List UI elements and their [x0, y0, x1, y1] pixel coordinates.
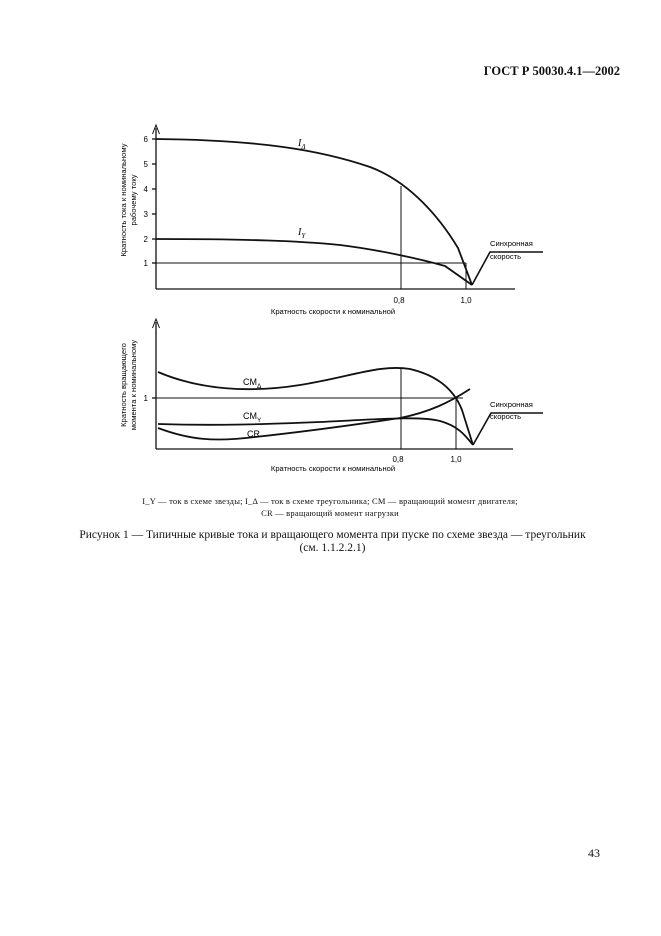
chart2-ylabel: Кратность вращающего [119, 343, 128, 427]
chart2-ylabel-2: момента к номинальному [129, 339, 138, 431]
chart1-xtick-08: 0,8 [393, 296, 405, 305]
chart1-ylabel-2: рабочему току [129, 174, 138, 226]
curve-cr [158, 389, 470, 440]
chart1-ytick-1: 1 [143, 259, 148, 268]
chart1-ytick-6: 6 [143, 135, 148, 144]
legend-line-2: CR — вращающий момент нагрузки [261, 508, 399, 518]
standard-header: ГОСТ Р 50030.4.1—2002 [483, 64, 620, 78]
curve-i-y [156, 239, 472, 285]
label-i-delta: $I_\Delta$ [298, 138, 306, 151]
label-cm-y: $CM_Y$ [243, 411, 262, 424]
caption-line-1: Рисунок 1 — Типичные кривые тока и вращающего момента при пуске по схеме звезда — треугольник [79, 529, 586, 541]
chart2-xtick-10: 1,0 [450, 455, 462, 464]
chart2-ytick-1: 1 [143, 394, 148, 403]
chart2-sync-label-2: скорость [490, 412, 522, 421]
chart1-ytick-3: 3 [143, 210, 148, 219]
chart2-xtick-08: 0,8 [392, 455, 404, 464]
caption-line-2: (см. 1.1.2.2.1) [299, 542, 366, 554]
chart1-ylabel: Кратность тока к номинальному [119, 143, 128, 257]
chart1-sync-label-2: скорость [490, 252, 522, 261]
curve-cm-delta [158, 368, 473, 445]
curve-cm-y [158, 418, 473, 445]
label-i-y: $I_Y$ [298, 227, 306, 240]
chart1-xtick-10: 1,0 [460, 296, 472, 305]
chart1-sync-label: Синхронная [490, 239, 533, 248]
chart1-ytick-2: 2 [143, 235, 148, 244]
label-cr: CR [247, 429, 260, 439]
legend-line-1: I_Y — ток в схеме звезды; I_Δ — ток в схеме треугольника; CM — вращающий момент двигателя; [142, 496, 518, 506]
figure-caption [60, 529, 605, 555]
chart1-ytick-5: 5 [143, 160, 148, 169]
chart2-sync-label: Синхронная [490, 400, 533, 409]
label-cm-delta: $CM_\Delta$ [243, 377, 262, 390]
page-number: 43 [588, 846, 600, 860]
figure-legend [100, 495, 560, 519]
chart1-ytick-4: 4 [143, 185, 148, 194]
chart2-xlabel: Кратность скорости к номинальной [270, 464, 396, 473]
chart1-xlabel: Кратность скорости к номинальной [270, 307, 396, 316]
